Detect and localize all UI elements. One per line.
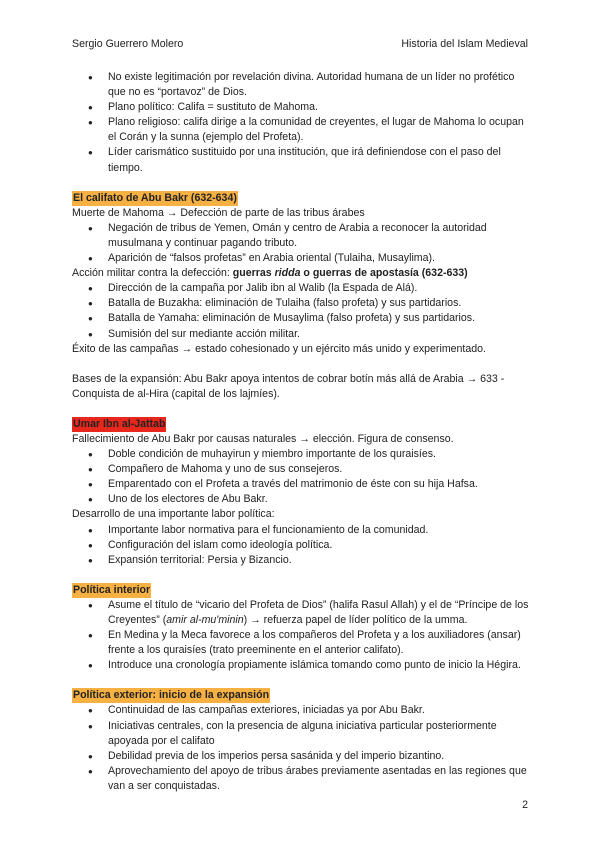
list-item: ● En Medina y la Meca favorece a los compañeros del Profeta y a los auxiliadores (ansar) frente a los quraisíes (trato preeminente en el anterior califato). — [72, 628, 532, 658]
list-item: ● Negación de tribus de Yemen, Omán y centro de Arabia a reconocer la autoridad musulmana y continuar pagando tributo. — [72, 221, 532, 251]
umar-list-1 — [72, 447, 532, 507]
list-item: ● Plano religioso: califa dirige a la comunidad de creyentes, el lugar de Mahoma lo ocupan el Corán y la sunna (ejemplo del Profeta). — [72, 115, 532, 145]
list-item: ● Continuidad de las campañas exteriores, iniciadas ya por Abu Bakr. — [72, 703, 532, 718]
document-subject: Historia del Islam Medieval — [401, 38, 528, 50]
list-item: ● Importante labor normativa para el funcionamiento de la comunidad. — [72, 523, 532, 538]
section-heading-abu-bakr: El califato de Abu Bakr (632-634) — [72, 191, 238, 206]
list-item: ● Batalla de Buzakha: eliminación de Tulaiha (falso profeta) y sus partidarios. — [72, 296, 532, 311]
list-item: ● Asume el título de “vicario del Profeta de Dios” (halifa Rasul Allah) y el de “Príncipe de los Creyentes” (amir al-mu'minin) → refuerza papel de líder político de la umma. — [72, 598, 532, 628]
paragraph: Bases de la expansión: Abu Bakr apoya intentos de cobrar botín más allá de Arabia → 633 - Conquista de al-Hira (capital de los lajmíes). — [72, 372, 505, 400]
paragraph-ridda: Acción militar contra la defección: guerras ridda o guerras de apostasía (632-633) — [72, 267, 468, 280]
umar-list-2 — [72, 523, 532, 568]
list-item: ● Dirección de la campaña por Jalib ibn al Walib (la Espada de Alá). — [72, 281, 532, 296]
list-item: ● Expansión territorial: Persia y Bizancio. — [72, 553, 532, 568]
list-item: ● Plano político: Califa = sustituto de Mahoma. — [72, 100, 532, 115]
paragraph: Desarrollo de una importante labor política: — [72, 508, 275, 521]
paragraph: Éxito de las campañas → estado cohesionado y un ejército más unido y experimentado. — [72, 342, 486, 355]
page-number: 2 — [522, 799, 528, 811]
list-item: ● Doble condición de muhayirun y miembro importante de los quraisíes. — [72, 447, 532, 462]
list-item: ● Batalla de Yamaha: eliminación de Musaylima (falso profeta) y sus partidarios. — [72, 311, 532, 326]
section-heading-interior: Política interior — [72, 583, 151, 598]
intro-list — [72, 70, 532, 176]
page-body — [72, 70, 532, 794]
list-item: ● Aparición de “falsos profetas” en Arabia oriental (Tulaiha, Musaylima). — [72, 251, 532, 266]
list-item: ● Líder carismático sustituido por una institución, que irá definiendose con el paso del tiempo. — [72, 145, 532, 175]
list-item: ● Compañero de Mahoma y uno de sus consejeros. — [72, 462, 532, 477]
paragraph: Fallecimiento de Abu Bakr por causas naturales → elección. Figura de consenso. — [72, 432, 454, 445]
page-header — [72, 38, 528, 52]
exterior-list — [72, 703, 532, 794]
abu-bakr-list-1 — [72, 221, 532, 266]
list-item: ● Iniciativas centrales, con la presencia de alguna iniciativa particular posteriormente apoyada por el califato — [72, 719, 532, 749]
list-item: ● Aprovechamiento del apoyo de tribus árabes previamente asentadas en las regiones que van a ser conquistadas. — [72, 764, 532, 794]
section-heading-umar: Umar Ibn al-Jattab — [72, 417, 166, 432]
list-item: ● Debilidad previa de los imperios persa sasánida y del imperio bizantino. — [72, 749, 532, 764]
author-name: Sergio Guerrero Molero — [72, 38, 184, 50]
list-item: ● No existe legitimación por revelación divina. Autoridad humana de un líder no profético que no es “portavoz” de Dios. — [72, 70, 532, 100]
abu-bakr-list-2 — [72, 281, 532, 341]
list-item: ● Sumisión del sur mediante acción militar. — [72, 327, 532, 342]
list-item: ● Emparentado con el Profeta a través del matrimonio de éste con su hija Hafsa. — [72, 477, 532, 492]
list-item: ● Configuración del islam como ideología política. — [72, 538, 532, 553]
interior-list — [72, 598, 532, 673]
list-item: ● Introduce una cronología propiamente islámica tomando como punto de inicio la Hégira. — [72, 658, 532, 673]
list-item: ● Uno de los electores de Abu Bakr. — [72, 492, 532, 507]
paragraph: Muerte de Mahoma → Defección de parte de las tribus árabes — [72, 206, 365, 219]
section-heading-exterior: Política exterior: inicio de la expansión — [72, 688, 270, 703]
